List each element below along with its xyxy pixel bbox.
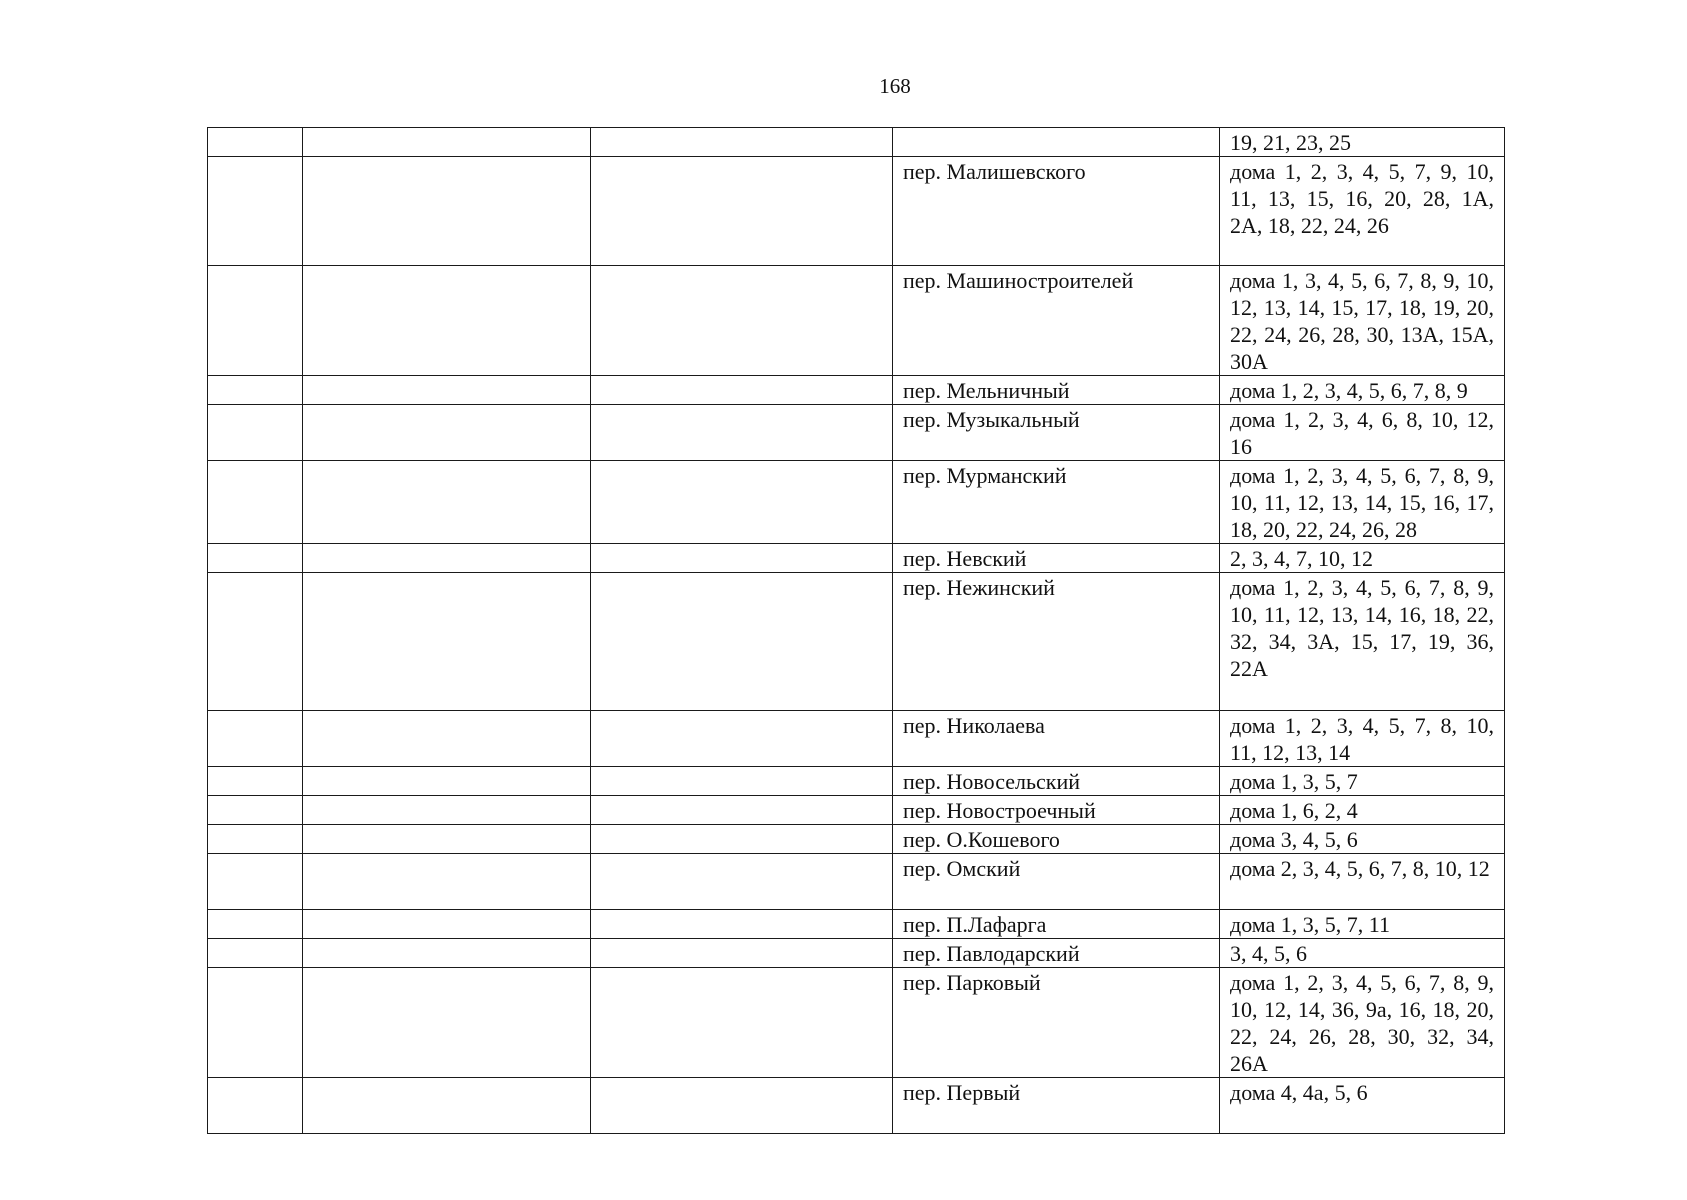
empty-cell-1 [208,266,303,376]
table-row [208,157,1505,266]
empty-cell-2 [303,825,591,854]
empty-cell-2 [303,405,591,461]
house-numbers-cell: дома 1, 2, 3, 4, 6, 8, 10, 12, 16 [1220,405,1505,461]
address-table [207,127,1505,1134]
table-row [208,573,1505,711]
street-name-cell: пер. Машиностроителей [893,266,1220,376]
empty-cell-2 [303,854,591,910]
empty-cell-3 [591,711,893,767]
street-name-cell: пер. Мурманский [893,461,1220,544]
street-name-cell: пер. Новостроечный [893,796,1220,825]
empty-cell-3 [591,1078,893,1134]
empty-cell-3 [591,825,893,854]
table-row [208,854,1505,910]
table-row [208,796,1505,825]
empty-cell-3 [591,544,893,573]
empty-cell-1 [208,854,303,910]
street-name-cell: пер. П.Лафарга [893,910,1220,939]
table-row [208,939,1505,968]
house-numbers-cell: дома 1, 2, 3, 4, 5, 6, 7, 8, 9, 10, 12, 14, 36, 9а, 16, 18, 20, 22, 24, 26, 28, 30, 32, 34, 26А [1220,968,1505,1078]
empty-cell-3 [591,405,893,461]
empty-cell-2 [303,157,591,266]
house-numbers-cell: дома 1, 3, 5, 7 [1220,767,1505,796]
empty-cell-3 [591,796,893,825]
house-numbers-cell: дома 1, 6, 2, 4 [1220,796,1505,825]
page-number: 168 [879,74,911,98]
table-row [208,461,1505,544]
street-name-cell [893,128,1220,157]
empty-cell-2 [303,266,591,376]
empty-cell-3 [591,767,893,796]
empty-cell-3 [591,910,893,939]
empty-cell-1 [208,796,303,825]
street-name-cell: пер. Новосельский [893,767,1220,796]
street-name-cell: пер. Николаева [893,711,1220,767]
empty-cell-2 [303,573,591,711]
table-row [208,767,1505,796]
house-numbers-cell: дома 4, 4а, 5, 6 [1220,1078,1505,1134]
empty-cell-1 [208,1078,303,1134]
house-numbers-cell: дома 1, 2, 3, 4, 5, 6, 7, 8, 9, 10, 11, 12, 13, 14, 16, 18, 22, 32, 34, 3А, 15, 17, 19, 36, 22А [1220,573,1505,711]
street-name-cell: пер. Омский [893,854,1220,910]
empty-cell-2 [303,939,591,968]
house-numbers-cell: дома 1, 2, 3, 4, 5, 6, 7, 8, 9 [1220,376,1505,405]
empty-cell-3 [591,573,893,711]
table-row [208,128,1505,157]
house-numbers-cell: дома 3, 4, 5, 6 [1220,825,1505,854]
house-numbers-cell: дома 1, 2, 3, 4, 5, 7, 8, 10, 11, 12, 13, 14 [1220,711,1505,767]
house-numbers-cell: дома 1, 3, 4, 5, 6, 7, 8, 9, 10, 12, 13, 14, 15, 17, 18, 19, 20, 22, 24, 26, 28, 30, 13А, 15А, 30А [1220,266,1505,376]
empty-cell-1 [208,968,303,1078]
house-numbers-cell: дома 1, 2, 3, 4, 5, 7, 9, 10, 11, 13, 15, 16, 20, 28, 1А, 2А, 18, 22, 24, 26 [1220,157,1505,266]
street-name-cell: пер. Первый [893,1078,1220,1134]
empty-cell-1 [208,910,303,939]
empty-cell-3 [591,939,893,968]
empty-cell-1 [208,405,303,461]
table-row [208,825,1505,854]
table-row [208,376,1505,405]
house-numbers-cell: 3, 4, 5, 6 [1220,939,1505,968]
empty-cell-2 [303,376,591,405]
empty-cell-1 [208,825,303,854]
house-numbers-cell: дома 1, 2, 3, 4, 5, 6, 7, 8, 9, 10, 11, 12, 13, 14, 15, 16, 17, 18, 20, 22, 24, 26, 28 [1220,461,1505,544]
street-name-cell: пер. Мельничный [893,376,1220,405]
empty-cell-1 [208,939,303,968]
street-name-cell: пер. Парковый [893,968,1220,1078]
empty-cell-3 [591,128,893,157]
table-row [208,711,1505,767]
empty-cell-3 [591,266,893,376]
empty-cell-2 [303,711,591,767]
empty-cell-3 [591,968,893,1078]
empty-cell-1 [208,461,303,544]
empty-cell-2 [303,796,591,825]
street-name-cell: пер. О.Кошевого [893,825,1220,854]
empty-cell-1 [208,157,303,266]
street-name-cell: пер. Павлодарский [893,939,1220,968]
house-numbers-cell: 2, 3, 4, 7, 10, 12 [1220,544,1505,573]
table-row [208,968,1505,1078]
table-row [208,910,1505,939]
empty-cell-3 [591,376,893,405]
house-numbers-cell: дома 2, 3, 4, 5, 6, 7, 8, 10, 12 [1220,854,1505,910]
address-table-body [208,128,1505,1134]
empty-cell-1 [208,544,303,573]
house-numbers-cell: дома 1, 3, 5, 7, 11 [1220,910,1505,939]
empty-cell-3 [591,854,893,910]
empty-cell-2 [303,968,591,1078]
street-name-cell: пер. Музыкальный [893,405,1220,461]
empty-cell-1 [208,767,303,796]
empty-cell-2 [303,1078,591,1134]
street-name-cell: пер. Невский [893,544,1220,573]
empty-cell-3 [591,461,893,544]
table-row [208,1078,1505,1134]
table-row [208,405,1505,461]
empty-cell-3 [591,157,893,266]
empty-cell-2 [303,767,591,796]
street-name-cell: пер. Малишевского [893,157,1220,266]
street-name-cell: пер. Нежинский [893,573,1220,711]
empty-cell-1 [208,711,303,767]
house-numbers-cell: 19, 21, 23, 25 [1220,128,1505,157]
empty-cell-2 [303,461,591,544]
table-row [208,266,1505,376]
table-row [208,544,1505,573]
empty-cell-1 [208,376,303,405]
empty-cell-2 [303,910,591,939]
empty-cell-2 [303,128,591,157]
empty-cell-1 [208,128,303,157]
empty-cell-2 [303,544,591,573]
empty-cell-1 [208,573,303,711]
